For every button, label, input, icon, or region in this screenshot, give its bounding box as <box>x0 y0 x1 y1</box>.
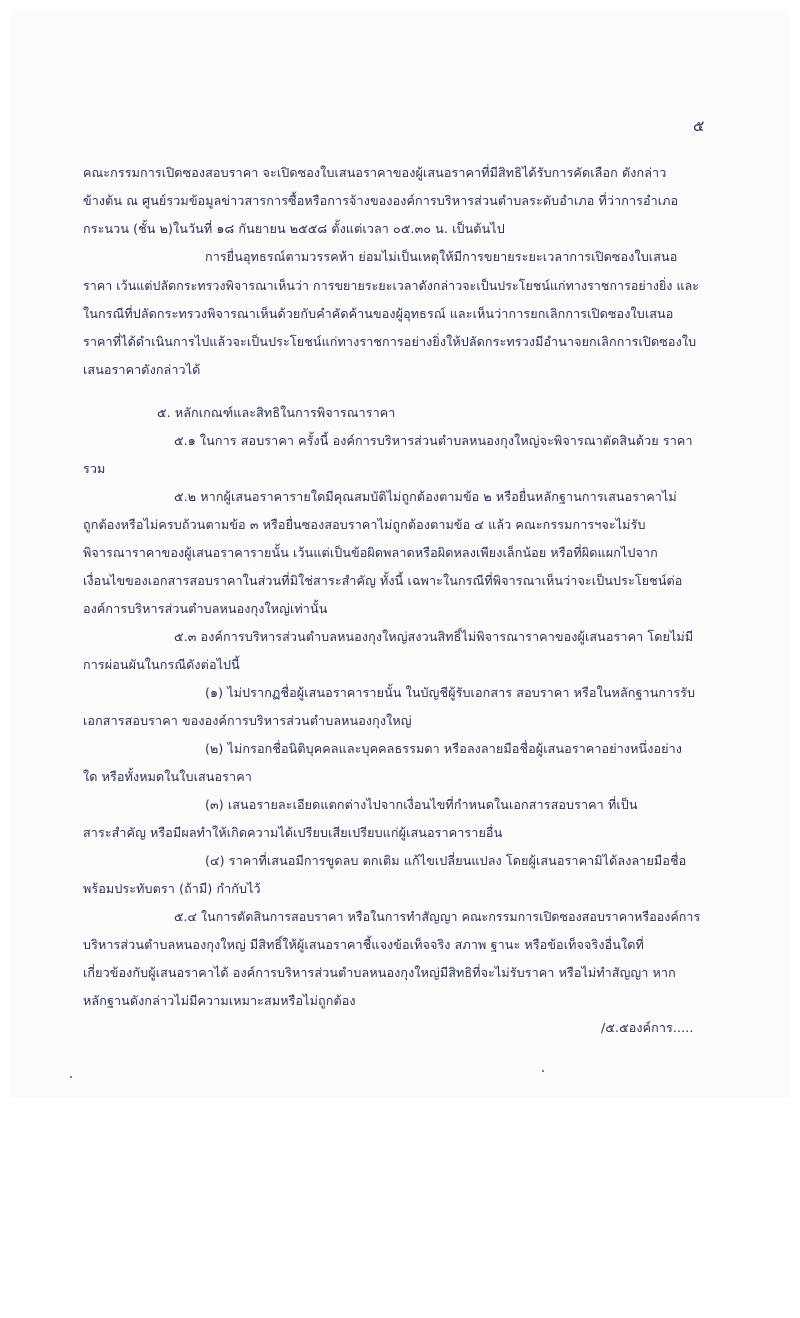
paragraph-line: ข้างต้น ณ ศูนย์รวมข้อมูลข่าวสารการซื้อหรือการจ้างขององค์การบริหารส่วนตำบลระดับอำเภอ ที่ว่าการอำเภอ <box>83 193 679 208</box>
paragraph-line: คณะกรรมการเปิดซองสอบราคา จะเปิดซองใบเสนอราคาของผู้เสนอราคาที่มีสิทธิได้รับการคัดเลือก ดังกล่าว <box>83 165 667 180</box>
paragraph-line: องค์การบริหารส่วนตำบลหนองกุงใหญ่เท่านั้น <box>83 601 328 616</box>
section-heading: ๕. หลักเกณฑ์และสิทธิในการพิจารณาราคา <box>157 405 396 420</box>
paragraph-line: หลักฐานดังกล่าวไม่มีความเหมาะสมหรือไม่ถูกต้อง <box>83 993 356 1008</box>
paragraph-line: รวม <box>83 461 106 476</box>
paragraph-line: ราคาที่ได้ดำเนินการไปแล้วจะเป็นประโยชน์แก่ทางราชการอย่างยิ่งให้ปลัดกระทรวงมีอำนาจยกเลิกการเปิดซองใบ <box>83 334 697 349</box>
list-item-line: พร้อมประทับตรา (ถ้ามี) กำกับไว้ <box>83 881 261 896</box>
scan-speck <box>70 1076 72 1078</box>
list-item-line: เอกสารสอบราคา ขององค์การบริหารส่วนตำบลหนองกุงใหญ่ <box>83 713 412 728</box>
paragraph-line: ราคา เว้นแต่ปลัดกระทรวงพิจารณาเห็นว่า การขยายระยะเวลาดังกล่าวจะเป็นประโยชน์แก่ทางราชการอย่างยิ่ง และ <box>83 278 700 293</box>
list-item-line: (๒) ไม่กรอกชื่อนิติบุคคลและบุคคลธรรมดา หรือลงลายมือชื่อผู้เสนอราคาอย่างหนึ่งอย่าง <box>205 741 683 756</box>
page-number: ๕ <box>693 117 705 135</box>
paragraph-line: พิจารณาราคาของผู้เสนอราคารายนั้น เว้นแต่เป็นข้อผิดพลาดหรือผิดหลงเพียงเล็กน้อย หรือที่ผิดแผกไปจาก <box>83 545 658 560</box>
paragraph-line: กระนวน (ชั้น ๒)ในวันที่ ๑๘ กันยายน ๒๕๕๘ ตั้งแต่เวลา ๐๕.๓๐ น. เป็นต้นไป <box>83 221 505 236</box>
continuation-note: /๕.๕องค์การ..... <box>601 1020 694 1035</box>
paragraph-line: ๕.๓ องค์การบริหารส่วนตำบลหนองกุงใหญ่สงวนสิทธิ์ไม่พิจารณาราคาของผู้เสนอราคา โดยไม่มี <box>174 629 694 644</box>
paragraph-line: เงื่อนไขของเอกสารสอบราคาในส่วนที่มิใช่สาระสำคัญ ทั้งนี้ เฉพาะในกรณีที่พิจารณาเห็นว่าจะเป็นประโยชน์ต่อ <box>83 573 683 588</box>
list-item-line: (๓) เสนอรายละเอียดแตกต่างไปจากเงื่อนไขที่กำหนดในเอกสารสอบราคา ที่เป็น <box>205 797 638 812</box>
list-item-line: สาระสำคัญ หรือมีผลทำให้เกิดความได้เปรียบเสียเปรียบแก่ผู้เสนอราคารายอื่น <box>83 825 503 840</box>
paragraph-line: ๕.๒ หากผู้เสนอราคารายใดมีคุณสมบัติไม่ถูกต้องตามข้อ ๒ หรือยื่นหลักฐานการเสนอราคาไม่ <box>174 489 677 504</box>
paragraph-line: การผ่อนผันในกรณีดังต่อไปนี้ <box>83 657 240 672</box>
paragraph-line: ๕.๔ ในการตัดสินการสอบราคา หรือในการทำสัญญา คณะกรรมการเปิดซองสอบราคาหรือองค์การ <box>174 909 701 924</box>
paragraph-line: ๕.๑ ในการ สอบราคา ครั้งนี้ องค์การบริหารส่วนตำบลหนองกุงใหญ่จะพิจารณาตัดสินด้วย ราคา <box>174 433 693 448</box>
paragraph-line: ในกรณีที่ปลัดกระทรวงพิจารณาเห็นด้วยกับคำคัดค้านของผู้อุทธรณ์ และเห็นว่าการยกเลิกการเปิดซองใบเสนอ <box>83 306 674 321</box>
paragraph-line: ถูกต้องหรือไม่ครบถ้วนตามข้อ ๓ หรือยื่นซองสอบราคาไม่ถูกต้องตามข้อ ๔ แล้ว คณะกรรมการฯจะไม่รับ <box>83 517 646 532</box>
paragraph-line: เสนอราคาดังกล่าวได้ <box>83 362 201 377</box>
list-item-line: (๔) ราคาที่เสนอมีการขูดลบ ตกเติม แก้ไขเปลี่ยนแปลง โดยผู้เสนอราคามิได้ลงลายมือชื่อ <box>205 853 687 868</box>
list-item-line: ใด หรือทั้งหมดในใบเสนอราคา <box>83 769 252 784</box>
scan-speck <box>542 1070 544 1072</box>
paragraph-line: เกี่ยวข้องกับผู้เสนอราคาได้ องค์การบริหารส่วนตำบลหนองกุงใหญ่มีสิทธิที่จะไม่รับราคา หรือไม่ทำสัญญา หาก <box>83 965 676 980</box>
paragraph-line: การยื่นอุทธรณ์ตามวรรคห้า ย่อมไม่เป็นเหตุให้มีการขยายระยะเวลาการเปิดซองใบเสนอ <box>205 249 678 264</box>
list-item-line: (๑) ไม่ปรากฏชื่อผู้เสนอราคารายนั้น ในบัญชีผู้รับเอกสาร สอบราคา หรือในหลักฐานการรับ <box>205 685 696 700</box>
paragraph-line: บริหารส่วนตำบลหนองกุงใหญ่ มีสิทธิ์ให้ผู้เสนอราคาชี้แจงข้อเท็จจริง สภาพ ฐานะ หรือข้อเท็จจริงอื่นใดที่ <box>83 937 644 952</box>
